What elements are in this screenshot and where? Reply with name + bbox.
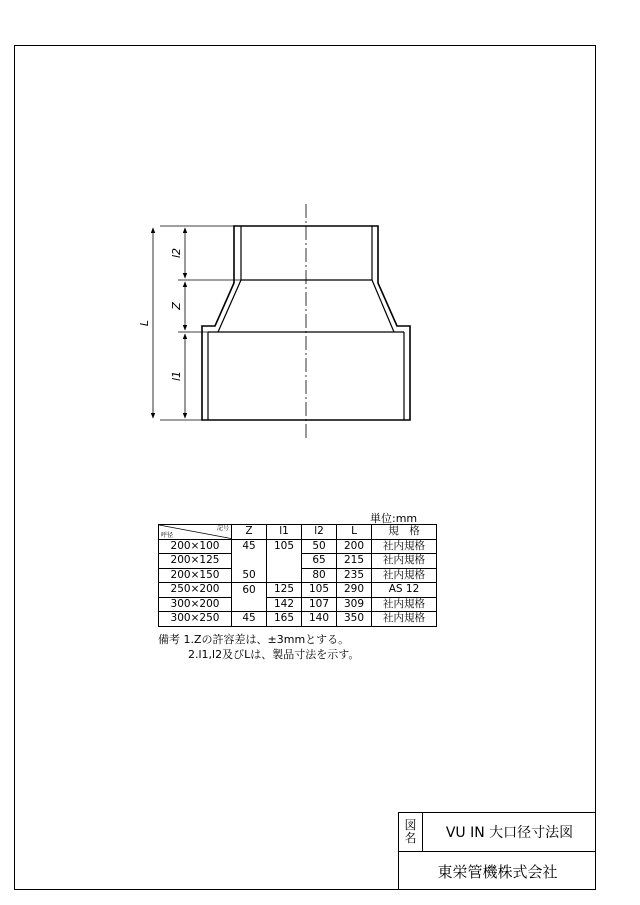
header-l1: l1 (267, 525, 302, 540)
cell-l1: 142 (267, 597, 302, 612)
table-row (159, 583, 437, 598)
cell-l2: 107 (302, 597, 337, 612)
drawing-name-label (399, 813, 423, 851)
title-row (399, 813, 596, 852)
cell-l: 309 (337, 597, 372, 612)
drawing-name-label-top: 図 (404, 818, 417, 832)
header-l: L (337, 525, 372, 540)
cell-standard: 社内規格 (372, 539, 437, 554)
cell-l: 215 (337, 554, 372, 569)
drawing-name-label-bottom: 名 (404, 831, 417, 845)
cell-l2: 105 (302, 583, 337, 598)
cell-l: 235 (337, 568, 372, 583)
cell-z (232, 554, 267, 569)
corner-bottom-label: 呼径 (161, 531, 174, 539)
title-block (398, 812, 596, 890)
remark-2: 2.l1,l2及びLは、製品寸法を示す。 (188, 648, 360, 661)
cell-standard: AS 12 (372, 583, 437, 598)
table-row (159, 568, 437, 583)
small-socket-inner (241, 226, 372, 280)
cell-z: 45 (232, 612, 267, 627)
cell-size: 200×125 (159, 554, 232, 569)
cell-size: 200×100 (159, 539, 232, 554)
cell-standard: 社内規格 (372, 568, 437, 583)
table-row (159, 554, 437, 569)
cell-l2: 140 (302, 612, 337, 627)
cell-l1: 125 (267, 583, 302, 598)
cell-size: 300×200 (159, 597, 232, 612)
cell-z: 60 (232, 583, 267, 598)
cell-z: 45 (232, 539, 267, 554)
dim-label-l2: l2 (170, 247, 183, 259)
cell-l: 350 (337, 612, 372, 627)
remark-1: 備考 1.Zの許容差は、±3mmとする。 (158, 633, 350, 646)
header-standard: 規 格 (372, 525, 437, 540)
cell-size: 200×150 (159, 568, 232, 583)
cell-l1: 105 (267, 539, 302, 554)
dimension-table (158, 524, 437, 627)
table-corner-cell (159, 525, 232, 540)
cell-l: 290 (337, 583, 372, 598)
table-row (159, 597, 437, 612)
cell-l1: 165 (267, 612, 302, 627)
cell-size: 300×250 (159, 612, 232, 627)
cell-z (232, 597, 267, 612)
table-row (159, 612, 437, 627)
cell-l1 (267, 554, 302, 569)
header-z: Z (232, 525, 267, 540)
company-name: 東栄管機株式会社 (437, 862, 558, 881)
dim-label-z: Z (170, 302, 183, 310)
table-header-row (159, 525, 437, 540)
dim-label-l1: l1 (170, 370, 183, 382)
cell-l: 200 (337, 539, 372, 554)
cell-l1 (267, 568, 302, 583)
unit-label: 単位:mm (370, 512, 418, 525)
cell-standard: 社内規格 (372, 597, 437, 612)
dim-label-l: L (138, 319, 151, 327)
drawing-title: VU IN 大口径寸法図 (445, 825, 574, 841)
remarks (158, 632, 359, 662)
cell-l2: 50 (302, 539, 337, 554)
cell-z: 50 (232, 568, 267, 583)
cell-l2: 65 (302, 554, 337, 569)
cell-standard: 社内規格 (372, 554, 437, 569)
cell-l2: 80 (302, 568, 337, 583)
table-row (159, 539, 437, 554)
header-l2: l2 (302, 525, 337, 540)
corner-top-label: 記号 (216, 525, 229, 532)
cell-standard: 社内規格 (372, 612, 437, 627)
cell-size: 250×200 (159, 583, 232, 598)
